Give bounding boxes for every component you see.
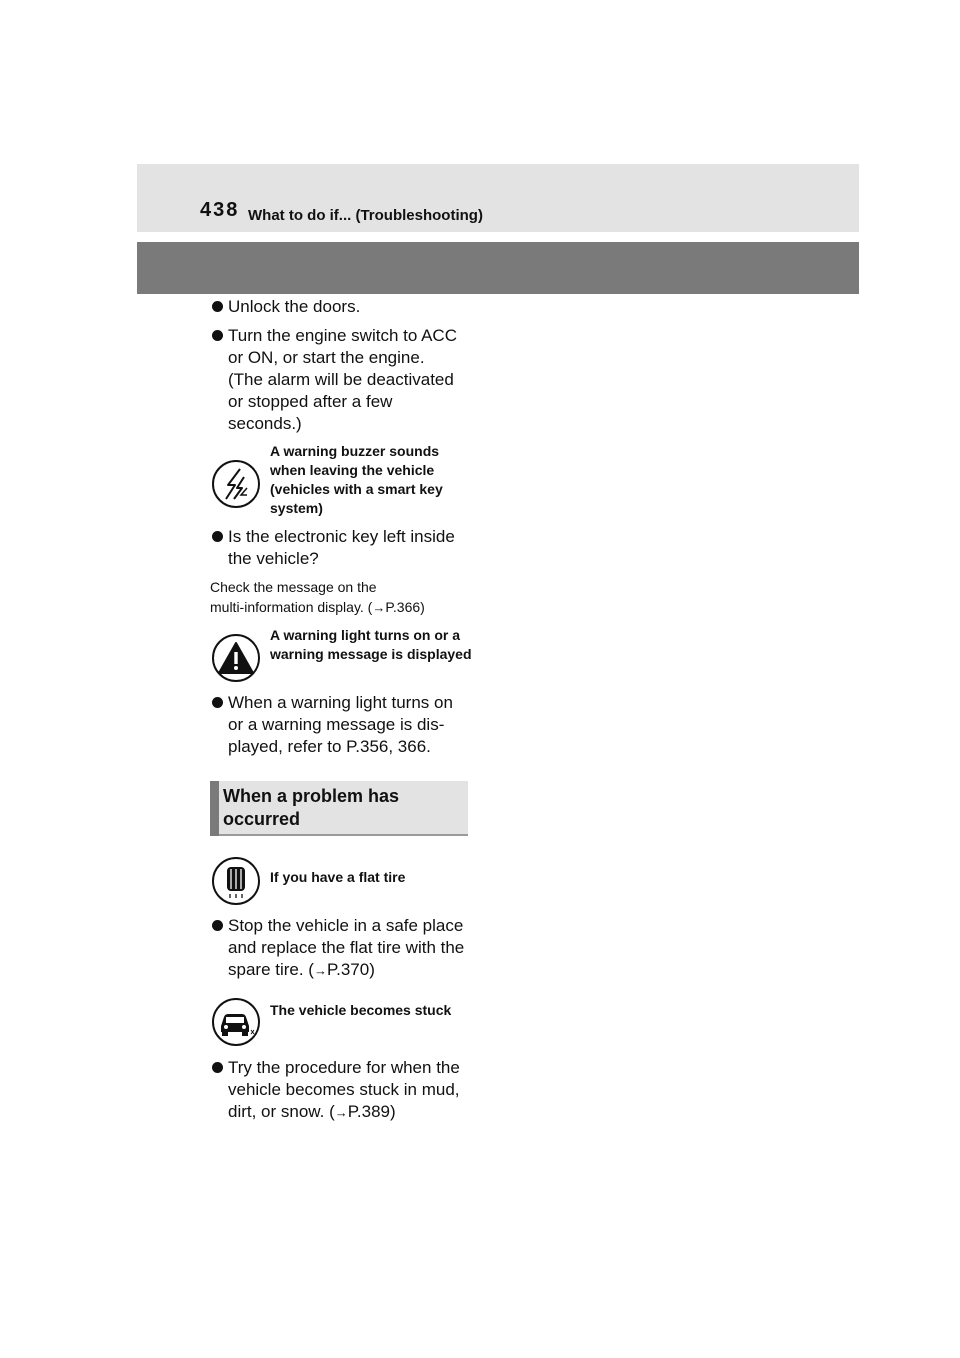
flat-tire-icon <box>212 857 260 905</box>
arrow-glyph: → <box>372 600 386 615</box>
bullet-dot <box>212 697 223 708</box>
bullet-dot <box>212 1062 223 1073</box>
warning-label: A warning light turns on or a warning message is displayed <box>270 627 472 662</box>
title-band <box>137 242 859 294</box>
bullet-stuck: Try the procedure for when the vehicle becomes stuck in mud, dirt, or snow. (→P.389) <box>212 1057 470 1124</box>
problem-heading: When a problem has occurred <box>223 786 400 829</box>
bullet-unlock-doors: Unlock the doors. <box>212 296 472 318</box>
bullet-turn-engine: Turn the engine switch to ACC or ON, or start the engine. (The alarm will be deactivated or stopped after a few seconds.) <box>212 325 464 435</box>
note-check-message: Check the message on the multi-information display. (→P.366) <box>210 579 425 615</box>
buzzer-icon <box>212 460 260 508</box>
stuck-vehicle-icon <box>212 998 260 1046</box>
bullet-dot <box>212 330 223 341</box>
page-ref-389[interactable]: P.389) <box>347 1102 396 1121</box>
section-title: What to do if... (Troubleshooting) <box>248 207 483 224</box>
bullet-dot <box>212 531 223 542</box>
bullet-dot <box>212 301 223 312</box>
page-ref-366[interactable]: P.366) <box>385 599 425 615</box>
bullet-key-inside: Is the electronic key left inside the vehicle? <box>212 526 472 570</box>
warning-triangle-icon <box>212 634 260 682</box>
heading-accent-bar <box>210 781 219 836</box>
page-number: 438 <box>200 199 240 221</box>
buzzer-label: A warning buzzer sounds when leaving the vehicle (vehicles with a smart key system) <box>270 443 443 516</box>
arrow-glyph: → <box>334 1105 348 1120</box>
problem-heading-box <box>210 781 468 836</box>
bullet-warning-light: When a warning light turns on or a warning message is dis-played, refer to P.356, 366. <box>212 692 472 758</box>
arrow-glyph: → <box>313 963 327 978</box>
bullet-flat-tire: Stop the vehicle in a safe place and replace the flat tire with the spare tire. (→P.370) <box>212 915 468 982</box>
page-ref-370[interactable]: P.370) <box>326 960 375 979</box>
stuck-label: The vehicle becomes stuck <box>270 1002 452 1018</box>
bullet-dot <box>212 920 223 931</box>
flat-tire-label: If you have a flat tire <box>270 869 406 885</box>
header-band <box>137 164 859 232</box>
